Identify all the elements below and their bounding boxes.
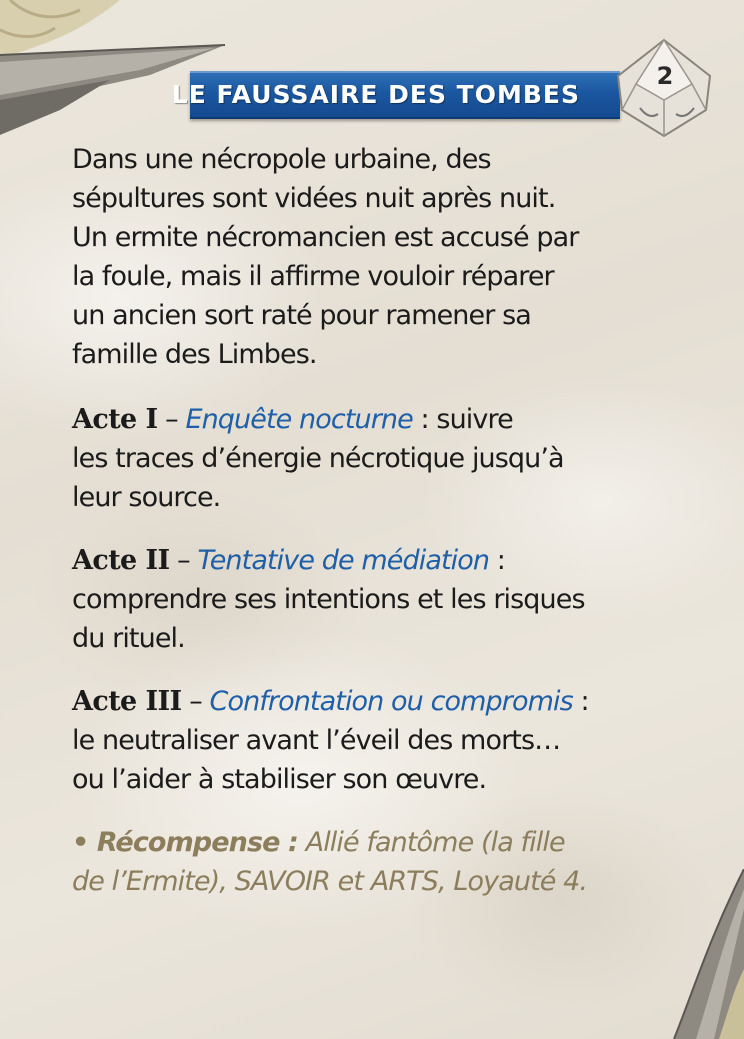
act-line: comprendre ses intentions et les risques <box>72 584 585 615</box>
act-label: Acte I <box>72 404 158 435</box>
act-colon: : <box>489 545 505 576</box>
reward-text: Allié fantôme (la fille <box>297 827 565 858</box>
reward-paragraph <box>72 823 692 901</box>
act-label: Acte III <box>72 686 182 717</box>
act-heading-line <box>72 400 692 439</box>
act-dash: – <box>157 404 186 435</box>
intro-line: sépultures sont vidées nuit après nuit. <box>72 183 556 214</box>
intro-line: Un ermite nécromancien est accusé par <box>72 222 579 253</box>
act-title: Tentative de médiation <box>197 545 490 576</box>
act-title: Enquête nocturne <box>185 404 413 435</box>
intro-paragraph <box>72 140 692 374</box>
act-line: du rituel. <box>72 623 185 654</box>
act-3 <box>72 682 692 799</box>
die-value: 2 <box>656 62 674 90</box>
reward-line <box>72 823 692 862</box>
corner-ornament-icon <box>0 0 240 140</box>
act-1 <box>72 400 692 517</box>
act-label: Acte II <box>72 545 170 576</box>
act-colon: : <box>572 686 589 717</box>
act-heading-line <box>72 541 692 580</box>
act-line: ou l’aider à stabiliser son œuvre. <box>72 764 487 795</box>
act-title: Confrontation ou compromis <box>209 686 573 717</box>
act-line: le neutraliser avant l’éveil des morts… <box>72 725 561 756</box>
act-line: leur source. <box>72 482 221 513</box>
act-heading-line <box>72 682 692 721</box>
reward-text: de l’Ermite), SAVOIR et ARTS, Loyauté 4. <box>72 866 588 897</box>
title-banner <box>171 71 620 119</box>
act-line: les traces d’énergie nécrotique jusqu’à <box>72 443 564 474</box>
reward-label: • Récompense : <box>72 827 298 858</box>
act-dash: – <box>169 545 198 576</box>
act-2 <box>72 541 692 658</box>
intro-line: Dans une nécropole urbaine, des <box>72 144 491 175</box>
card-title: LE FAUSSAIRE DES TOMBES <box>171 80 580 109</box>
intro-line: famille des Limbes. <box>72 339 317 370</box>
card-body <box>72 140 692 901</box>
intro-line: la foule, mais il affirme vouloir réparer <box>72 261 554 292</box>
act-colon: : suivre <box>412 404 513 435</box>
act-dash: – <box>181 686 210 717</box>
intro-line: un ancien sort raté pour ramener sa <box>72 300 531 331</box>
